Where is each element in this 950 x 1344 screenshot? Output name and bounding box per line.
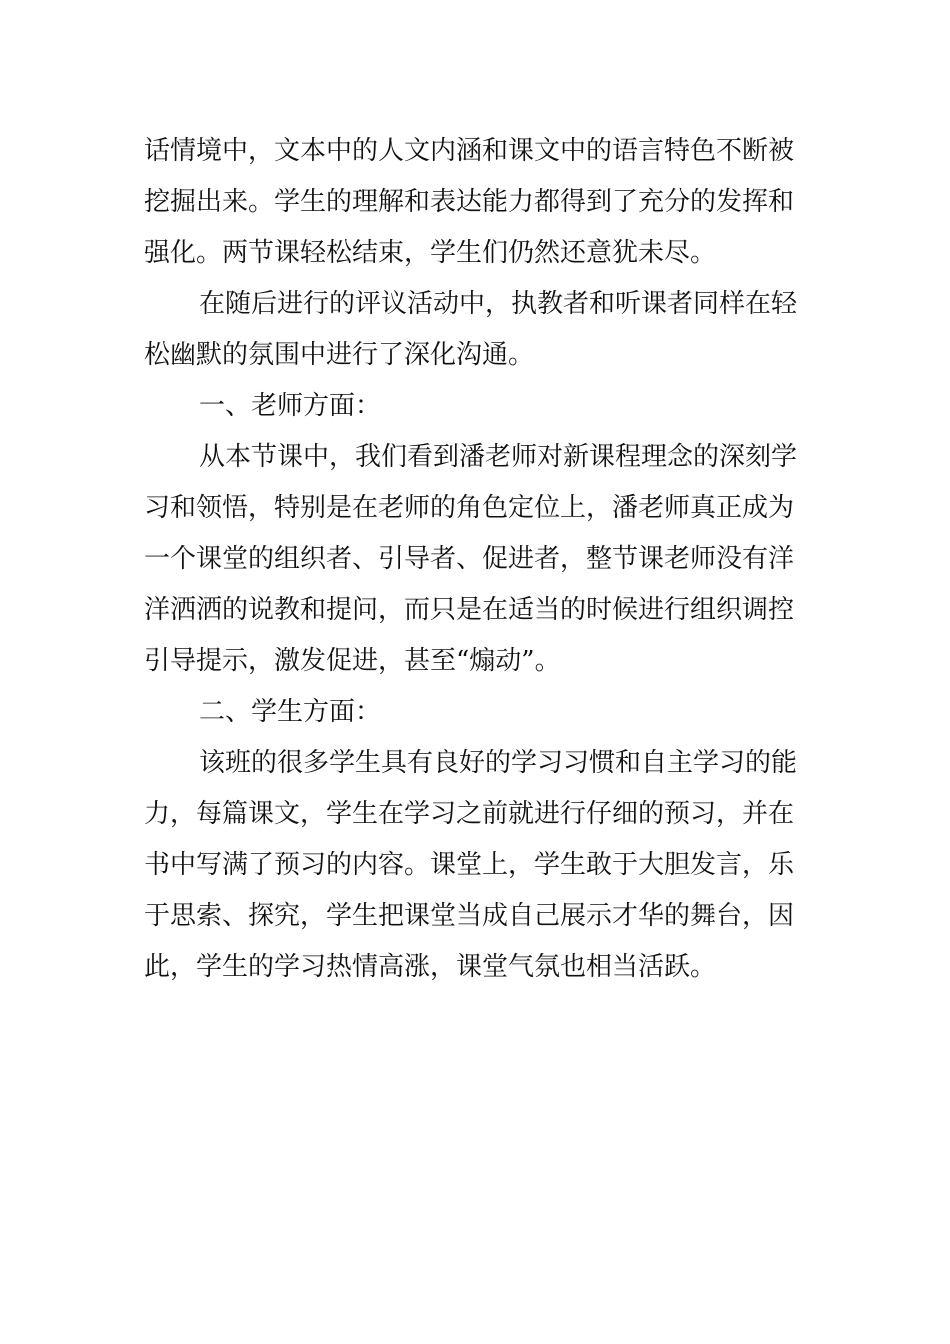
- paragraph-student: [144, 738, 808, 993]
- text-line: 松幽默的氛围中进行了深化沟通。: [144, 340, 535, 370]
- text-line: 洋洒洒的说教和提问，而只是在适当的时候进行组织调控: [144, 595, 795, 625]
- heading-text: 二、学生方面：: [199, 697, 382, 727]
- text-line: 习和领悟，特别是在老师的角色定位上，潘老师真正成为: [144, 493, 795, 523]
- text-line: 力，每篇课文，学生在学习之前就进行仔细的预习，并在: [144, 799, 795, 829]
- paragraph-evaluation: [144, 279, 808, 381]
- text-line: 从本节课中，我们看到潘老师对新课程理念的深刻学: [199, 442, 798, 472]
- text-line: 该班的很多学生具有良好的学习习惯和自主学习的能: [199, 748, 798, 778]
- text-line: 于思索、探究，学生把课堂当成自己展示才华的舞台，因: [144, 901, 795, 931]
- heading-text: 一、老师方面：: [199, 391, 382, 421]
- paragraph-teacher: [144, 432, 808, 687]
- text-line: 书中写满了预习的内容。课堂上，学生敢于大胆发言，乐: [144, 850, 795, 880]
- text-line: 话情境中，文本中的人文内涵和课文中的语言特色不断被: [144, 136, 795, 166]
- paragraph-continuation: [144, 126, 808, 279]
- text-line: 在随后进行的评议活动中，执教者和听课者同样在轻: [199, 289, 798, 319]
- text-line: 一个课堂的组织者、引导者、促进者，整节课老师没有洋: [144, 544, 795, 574]
- text-line: 此，学生的学习热情高涨，课堂气氛也相当活跃。: [144, 952, 717, 982]
- text-line: 引导提示，激发促进，甚至“煽动”。: [144, 646, 561, 676]
- section-heading-teacher: [144, 381, 808, 432]
- document-body: [144, 126, 808, 993]
- text-line: 强化。两节课轻松结束，学生们仍然还意犹未尽。: [144, 238, 717, 268]
- section-heading-student: [144, 687, 808, 738]
- text-line: 挖掘出来。学生的理解和表达能力都得到了充分的发挥和: [144, 187, 795, 217]
